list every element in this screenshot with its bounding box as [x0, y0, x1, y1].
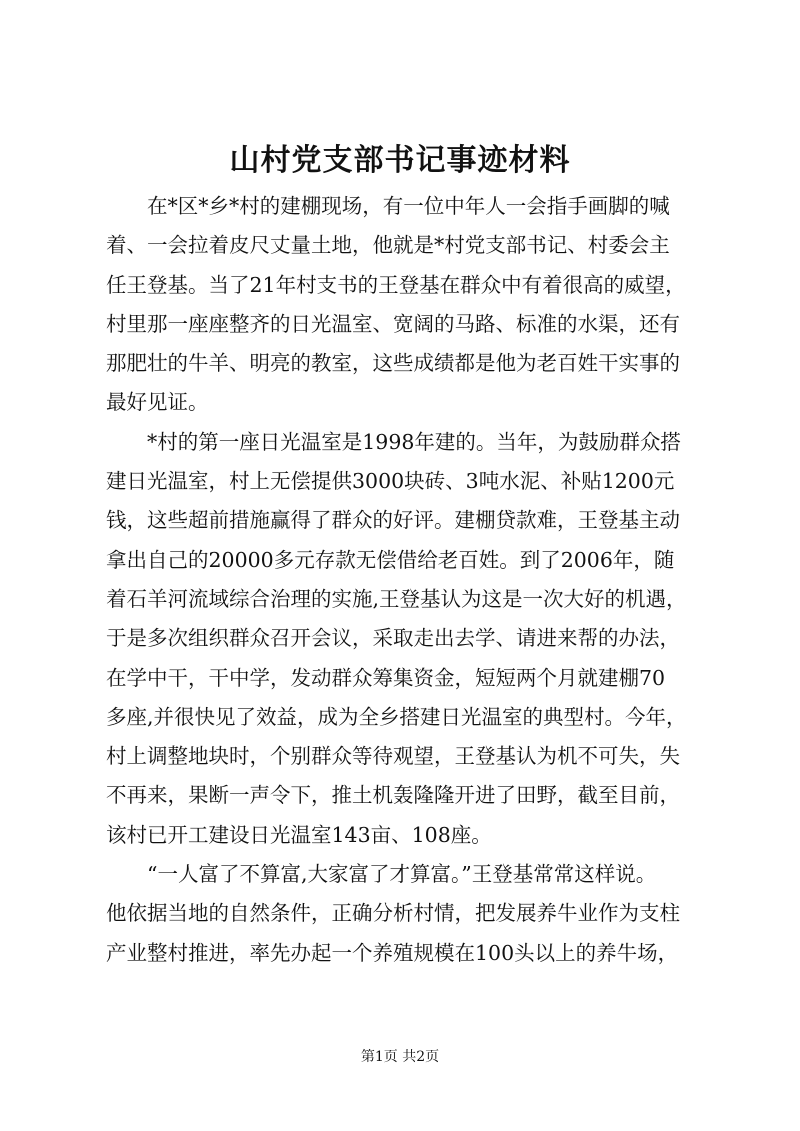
- text-line: 最好见证。: [106, 390, 209, 415]
- text-line: 在学中干，干中学，发动群众筹集资金，短短两个月就建棚70: [106, 665, 666, 690]
- text-line: 产业整村推进，率先办起一个养殖规模在100头以上的养牛场，: [106, 940, 679, 965]
- document-title: 山村党支部书记事迹材料: [229, 143, 571, 178]
- text-line: 于是多次组织群众召开会议，采取走出去学、请进来帮的办法，: [106, 626, 680, 651]
- text-line: 任王登基。当了21年村支书的王登基在群众中有着很高的威望，: [106, 272, 686, 297]
- paragraph-1: [106, 187, 706, 423]
- text-line: 拿出自己的20000多元存款无偿借给老百姓。到了2006年，随: [106, 547, 675, 572]
- page-footer: 第1页 共2页: [360, 1049, 440, 1065]
- text-line: 村上调整地块时，个别群众等待观望，王登基认为机不可失，失: [106, 744, 680, 769]
- text-line: 多座,并很快见了效益，成为全乡搭建日光温室的典型村。今年，: [106, 704, 687, 729]
- text-line: 着、一会拉着皮尺丈量土地，他就是*村党支部书记、村委会主: [106, 233, 670, 258]
- text-line: 在*区*乡*村的建棚现场，有一位中年人一会指手画脚的喊: [106, 194, 670, 218]
- text-line: 不再来，果断一声令下，推土机轰隆隆开进了田野，截至目前，: [106, 783, 680, 808]
- text-line: 他依据当地的自然条件，正确分析村情，把发展养牛业作为支柱: [106, 901, 680, 926]
- text-line: “一人富了不算富,大家富了才算富。”王登基常常这样说。: [106, 862, 657, 887]
- text-line: 着石羊河流域综合治理的实施,王登基认为这是一次大好的机遇，: [106, 586, 687, 611]
- paragraph-2: [106, 423, 706, 855]
- document-body: [106, 187, 706, 973]
- text-line: 钱，这些超前措施赢得了群众的好评。建棚贷款难，王登基主动: [106, 508, 680, 533]
- text-line: 该村已开工建设日光温室143亩、108座。: [106, 822, 492, 847]
- text-line: 那肥壮的牛羊、明亮的教室，这些成绩都是他为老百姓干实事的: [106, 351, 680, 376]
- text-line: *村的第一座日光温室是1998年建的。当年，为鼓励群众搭: [106, 429, 681, 454]
- paragraph-3: [106, 855, 706, 973]
- text-line: 村里那一座座整齐的日光温室、宽阔的马路、标准的水渠，还有: [106, 311, 680, 336]
- text-line: 建日光温室，村上无偿提供3000块砖、3吨水泥、补贴1200元: [106, 469, 675, 494]
